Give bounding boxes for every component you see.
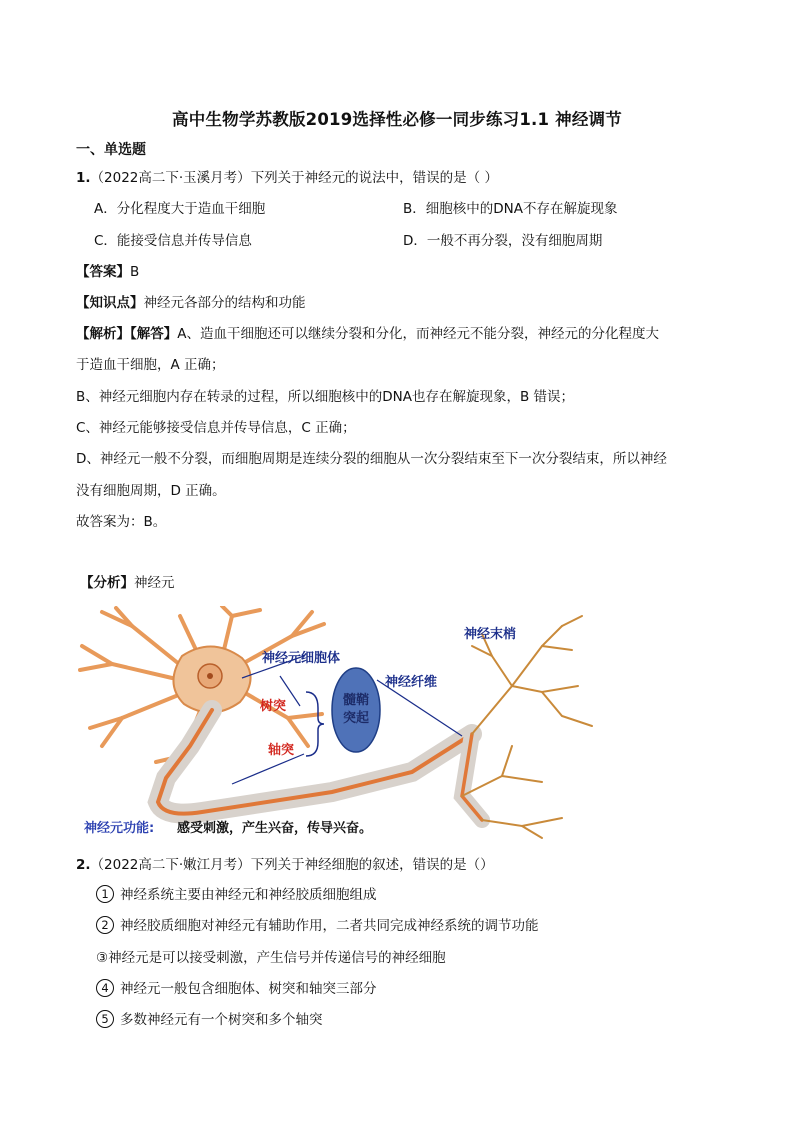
statement-4 [96, 977, 377, 997]
function-label: 神经元功能: [84, 821, 155, 836]
cell-body-label: 神经元细胞体 [262, 651, 341, 666]
question-stem: 下列关于神经元的说法中，错误的是（ ） [250, 170, 498, 186]
analysis-text: 没有细胞周期，D 正确。 [76, 483, 226, 499]
function-text: 感受刺激，产生兴奋，传导兴奋。 [177, 821, 373, 836]
option-a: A．分化程度大于造血干细胞 [94, 201, 266, 217]
option-b: B．细胞核中的DNA不存在解旋现象 [403, 201, 618, 217]
statement-text: 神经系统主要由神经元和神经胶质细胞组成 [120, 887, 377, 903]
terminal-label: 神经末梢 [464, 627, 517, 642]
analysis-conclusion: 故答案为：B。 [76, 514, 167, 530]
statement-text: 神经胶质细胞对神经元有辅助作用，二者共同完成神经系统的调节功能 [120, 918, 539, 934]
number-circle: ③ [96, 950, 109, 966]
page-title: 高中生物学苏教版2019选择性必修一同步练习1.1 神经调节 [172, 110, 622, 129]
question-number: 2. [76, 857, 91, 873]
statement-1 [96, 883, 377, 903]
process-ellipse [332, 668, 380, 752]
number-circle: 2 [96, 916, 114, 934]
neuron-diagram [72, 606, 612, 842]
answer-line [76, 260, 139, 280]
section-heading: 一、单选题 [76, 142, 146, 158]
knowledge-line [76, 291, 306, 311]
option-d: D．一般不再分裂，没有细胞周期 [403, 233, 603, 249]
statement-text: 神经元是可以接受刺激，产生信号并传递信号的神经细胞 [108, 950, 446, 966]
question-stem: 下列关于神经细胞的叙述，错误的是（） [250, 857, 494, 873]
statement-5 [96, 1008, 323, 1028]
process-label-line1: 髓鞘 [343, 693, 370, 708]
question-source: （2022高二下·玉溪月考） [90, 170, 251, 186]
number-circle: 1 [96, 885, 114, 903]
statement-text: 神经元一般包含细胞体、树突和轴突三部分 [120, 981, 377, 997]
number-circle: 4 [96, 979, 114, 997]
process-label-line2: 突起 [343, 711, 370, 726]
analysis-text: C、神经元能够接受信息并传导信息，C 正确； [76, 420, 356, 436]
fenxi-label: 【分析】 [80, 575, 134, 591]
analysis-text: A、造血干细胞还可以继续分裂和分化，而神经元不能分裂，神经元的分化程度大 [177, 326, 659, 342]
knowledge-value: 神经元各部分的结构和功能 [143, 295, 306, 311]
analysis-line [76, 322, 659, 342]
option-c: C．能接受信息并传导信息 [94, 233, 252, 249]
answer-value: B [130, 264, 140, 280]
statement-text: 多数神经元有一个树突和多个轴突 [120, 1012, 323, 1028]
axon-label: 轴突 [268, 743, 295, 758]
knowledge-label: 【知识点】 [76, 295, 144, 311]
number-circle: 5 [96, 1010, 114, 1028]
question-1 [76, 166, 498, 186]
statement-3 [96, 946, 446, 966]
statement-2 [96, 914, 539, 934]
answer-label: 【答案】 [76, 264, 130, 280]
analysis-label: 【解析】【解答】 [76, 326, 178, 342]
dendrite-label: 树突 [260, 699, 287, 714]
nucleolus [207, 673, 213, 679]
question-2 [76, 853, 494, 873]
analysis-text: B、神经元细胞内存在转录的过程，所以细胞核中的DNA也存在解旋现象，B 错误； [76, 389, 575, 405]
fenxi-line [80, 571, 175, 591]
fenxi-value: 神经元 [134, 575, 175, 591]
analysis-text: 于造血干细胞，A 正确； [76, 357, 225, 373]
fiber-label: 神经纤维 [385, 675, 438, 690]
analysis-text: D、神经元一般不分裂，而细胞周期是连续分裂的细胞从一次分裂结束至下一次分裂结束，所以神经 [76, 451, 667, 467]
question-source: （2022高二下·嫩江月考） [90, 857, 251, 873]
question-number: 1. [76, 170, 91, 186]
